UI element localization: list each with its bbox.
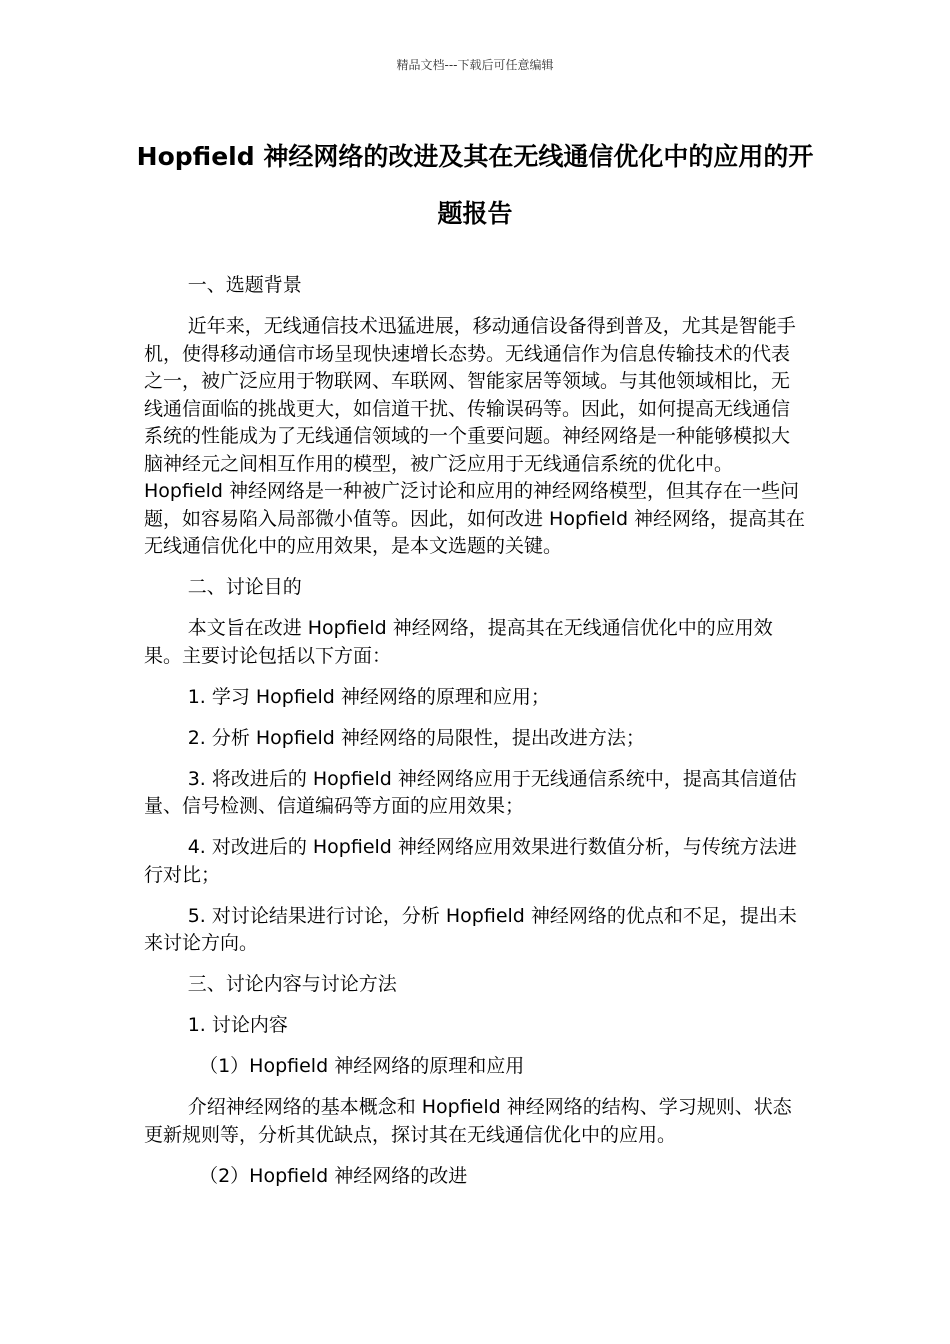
subsection-item-2: （2）Hopfield 神经网络的改进 [199, 1164, 468, 1187]
section-heading-content-method: 三、讨论内容与讨论方法 [187, 973, 397, 995]
section-heading-background: 一、选题背景 [187, 274, 302, 296]
document-title: Hopfield 神经网络的改进及其在无线通信优化中的应用的开题报告 [136, 142, 814, 228]
subsection-item-1: （1）Hopfield 神经网络的原理和应用 [199, 1055, 525, 1077]
list-item-5: 5. 对讨论结果进行讨论，分析 Hopfield 神经网络的优点和不足，提出未来讨论方向。 [144, 904, 797, 954]
list-item-3: 3. 将改进后的 Hopfield 神经网络应用于无线通信系统中，提高其信道估量、信号检测、信道编码等方面的应用效果； [144, 767, 797, 817]
subsection-heading-content: 1. 讨论内容 [187, 1014, 288, 1036]
paragraph-background: 近年来，无线通信技术迅猛进展，移动通信设备得到普及，尤其是智能手机，使得移动通信市场呈现快速增长态势。无线通信作为信息传输技术的代表之一，被广泛应用于物联网、车联网、智能家居等领域。与其他领域相比，无线通信面临的挑战更大，如信道干扰、传输误码等。因此，如何提高无线通信系统的性能成为了无线通信领域的一个重要问题。神经网络是一种能够模拟大脑神经元之间相互作用的模型，被广泛应用于无线通信系统的优化中。Hopfield 神经网络是一种被广泛讨论和应用的神经网络模型，但其存在一些问题，如容易陷入局部微小值等。因此，如何改进 Hopfield 神经网络，提高其在无线通信优化中的应用效果，是本文选题的关键。 [144, 315, 806, 557]
list-item-2: 2. 分析 Hopfield 神经网络的局限性，提出改进方法； [187, 726, 645, 749]
paragraph-principle: 介绍神经网络的基本概念和 Hopfield 神经网络的结构、学习规则、状态更新规则等，分析其优缺点，探讨其在无线通信优化中的应用。 [144, 1096, 792, 1146]
paragraph-purpose: 本文旨在改进 Hopfield 神经网络，提高其在无线通信优化中的应用效果。主要讨论包括以下方面： [144, 617, 773, 667]
list-item-4: 4. 对改进后的 Hopfield 神经网络应用效果进行数值分析，与传统方法进行对比； [144, 836, 797, 886]
document-body [144, 272, 806, 1204]
list-item-1: 1. 学习 Hopfield 神经网络的原理和应用； [187, 685, 550, 708]
section-heading-purpose: 二、讨论目的 [187, 576, 302, 598]
page-header: 精品文档---下载后可任意编辑 [396, 58, 554, 72]
